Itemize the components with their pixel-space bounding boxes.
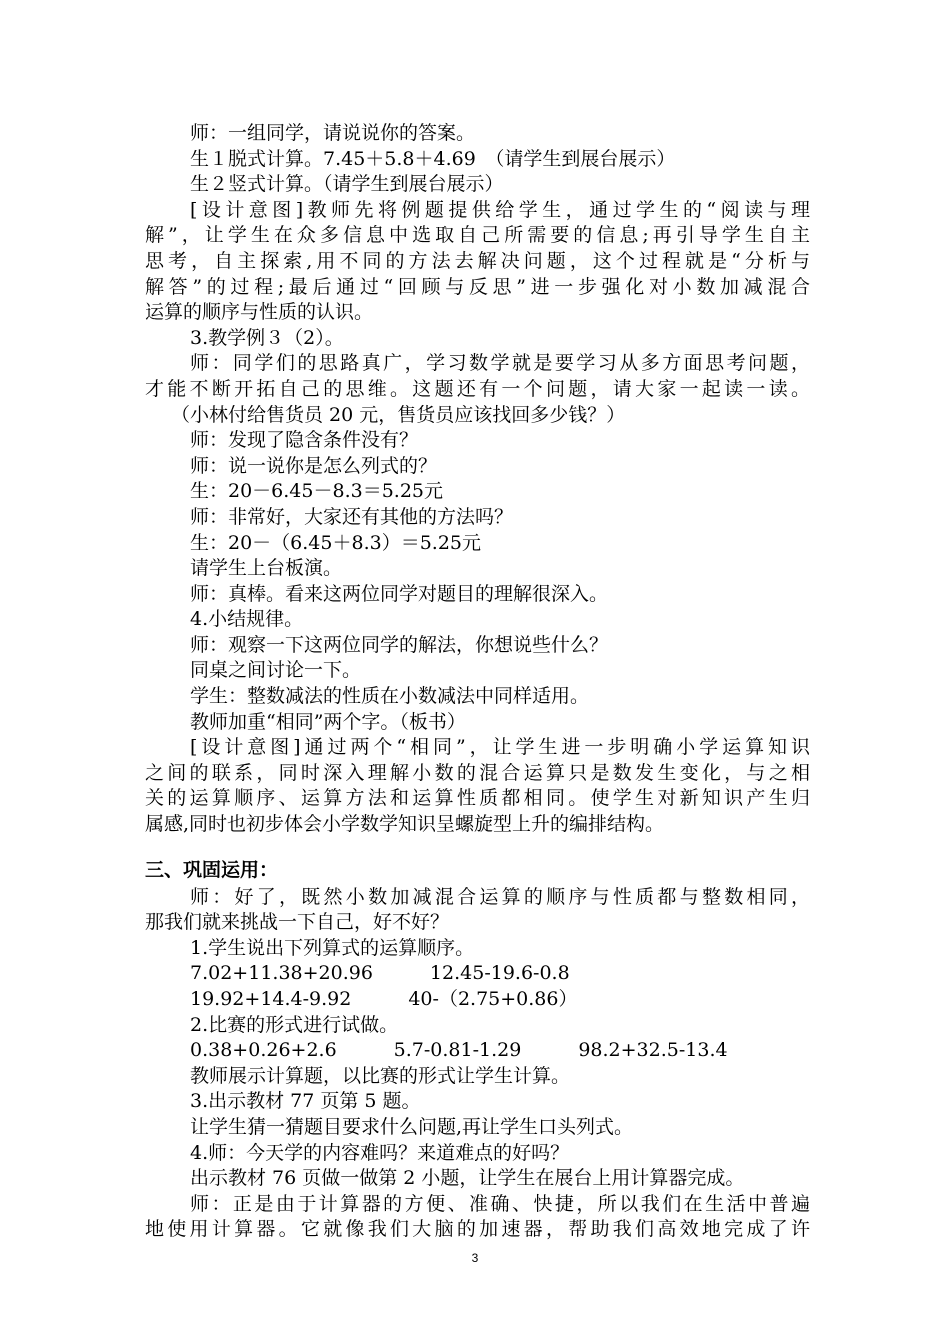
text-line: 地使用计算器。它就像我们大脑的加速器，帮助我们高效地完成了许: [145, 1218, 810, 1241]
text-line: 生１脱式计算。7.45＋5.8＋4.69 （请学生到展台展示）: [190, 147, 676, 170]
text-line: 让学生猜一猜题目要求什么问题,再让学生口头列式。: [190, 1115, 634, 1138]
text-line: 师：一组同学，请说说你的答案。: [190, 122, 476, 144]
text-line: 4.小结规律。: [190, 608, 304, 631]
text-line: 4.师：今天学的内容难吗？来道难点的好吗？: [190, 1141, 570, 1164]
text-line: 19.92+14.4-9.92 40-（2.75+0.86）: [190, 988, 578, 1010]
page-number: 3: [471, 1251, 479, 1265]
text-line: 3.出示教材 77 页第 5 题。: [190, 1090, 421, 1113]
text-line: 生：20－6.45－8.3＝5.25元: [190, 480, 444, 503]
text-line: 同桌之间讨论一下。: [190, 659, 362, 682]
text-line: 才能不断开拓自己的思维。这题还有一个问题，请大家一起读一读。: [145, 377, 810, 400]
text-line: 请学生上台板演。: [190, 557, 343, 580]
text-line: 之间的联系，同时深入理解小数的混合运算只是数发生变化，与之相: [145, 761, 810, 784]
text-line: 那我们就来挑战一下自己，好不好？: [145, 911, 450, 934]
text-line: 师：同学们的思路真广，学习数学就是要学习从多方面思考问题，: [190, 352, 810, 375]
text-line: 出示教材 76 页做一做第 2 小题，让学生在展台上用计算器完成。: [190, 1167, 745, 1190]
text-line: 教师展示计算题，以比赛的形式让学生计算。: [190, 1064, 571, 1087]
text-line: 解答”的过程;最后通过“回顾与反思”进一步强化对小数加减混合: [145, 275, 810, 298]
text-line: 2.比赛的形式进行试做。: [190, 1013, 399, 1036]
text-line: 生２竖式计算。（请学生到展台展示）: [190, 173, 504, 196]
section-gap: [145, 838, 810, 855]
text-line: 师：非常好，大家还有其他的方法吗？: [190, 505, 514, 528]
text-line: 运算的顺序与性质的认识。: [145, 301, 374, 324]
text-line: 教师加重“相同”两个字。（板书）: [190, 710, 466, 733]
text-line: 师：正是由于计算器的方便、准确、快捷，所以我们在生活中普遍: [190, 1192, 810, 1215]
text-line: 属感,同时也初步体会小学数学知识呈螺旋型上升的编排结构。: [145, 813, 665, 836]
text-line: 3.教学例３（2）。: [190, 326, 344, 349]
text-line: 师：发现了隐含条件没有？: [190, 429, 419, 452]
text-line: 师：说一说你是怎么列式的？: [190, 454, 438, 477]
text-line: 思考，自主探索,用不同的方法去解决问题，这个过程就是“分析与: [145, 249, 810, 272]
text-line: [设计意图]教师先将例题提供给学生，通过学生的“阅读与理: [190, 198, 810, 221]
text-line: 1.学生说出下列算式的运算顺序。: [190, 936, 475, 959]
text-line: 关的运算顺序、运算方法和运算性质都相同。使学生对新知识产生归: [145, 787, 810, 810]
section-heading: 三、巩固运用：: [145, 858, 279, 881]
text-line: 0.38+0.26+2.6 5.7-0.81-1.29 98.2+32.5-13.4: [190, 1039, 728, 1062]
text-line: 师：真棒。看来这两位同学对题目的理解很深入。: [190, 582, 609, 605]
document-body: [145, 121, 810, 1243]
text-line: 7.02+11.38+20.96 12.45-19.6-0.8: [190, 962, 570, 985]
text-line: [设计意图]通过两个“相同”，让学生进一步明确小学运算知识: [190, 736, 810, 759]
text-line: 生：20－（6.45＋8.3）＝5.25元: [190, 531, 482, 554]
text-line: （小林付给售货员 20 元，售货员应该找回多少钱？）: [171, 403, 626, 426]
text-line: 学生：整数减法的性质在小数减法中同样适用。: [190, 685, 590, 708]
text-line: 解”，让学生在众多信息中选取自己所需要的信息;再引导学生自主: [145, 224, 810, 247]
text-line: 师：好了，既然小数加减混合运算的顺序与性质都与整数相同，: [190, 885, 810, 908]
text-line: 师：观察一下这两位同学的解法，你想说些什么？: [190, 633, 609, 656]
